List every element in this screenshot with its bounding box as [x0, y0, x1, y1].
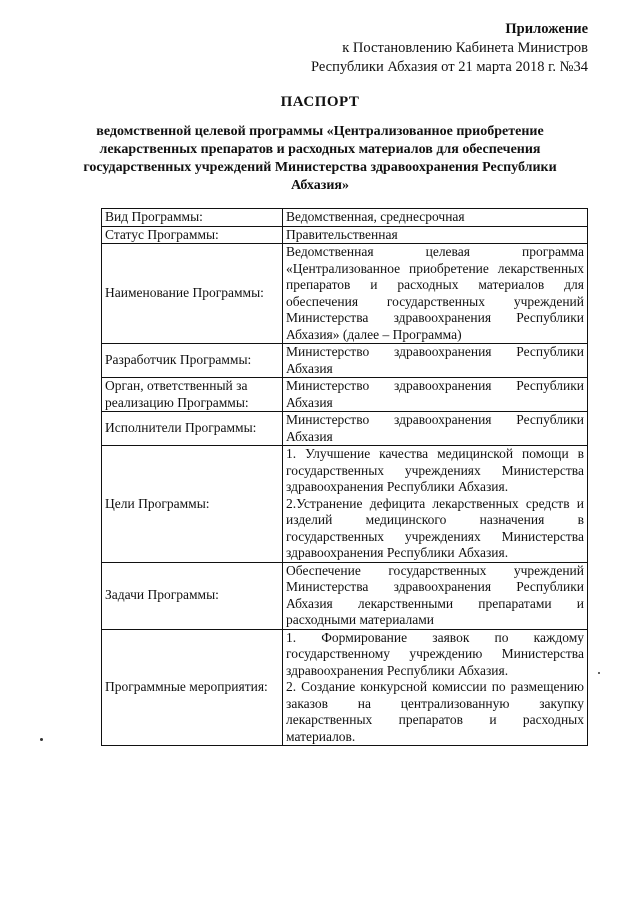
table-row: [102, 629, 588, 746]
row-value: [283, 344, 588, 378]
row-value: [283, 446, 588, 563]
passport-table: [101, 208, 588, 746]
row-value: [283, 209, 588, 227]
table-row: [102, 378, 588, 412]
row-label: Исполнители Программы:: [102, 412, 283, 446]
value-paragraph: 2. Создание конкурсной комиссии по размещению заказов на централизованную закупку лекарственных препаратов и расходных материалов.: [286, 679, 584, 744]
row-value: [283, 562, 588, 629]
document-title: ПАСПОРТ: [280, 94, 360, 110]
table-row: [102, 562, 588, 629]
row-value: [283, 226, 588, 244]
scan-speck: [598, 672, 600, 674]
row-label: Задачи Программы:: [102, 562, 283, 629]
table-row: [102, 226, 588, 244]
row-label: Вид Программы:: [102, 209, 283, 227]
value-paragraph: Ведомственная, среднесрочная: [286, 209, 465, 224]
row-label: Программные мероприятия:: [102, 629, 283, 746]
document-subtitle: ведомственной целевой программы «Централизованное приобретение лекарственных препаратов и расходных материалов для обеспечения государственных учреждений Министерства здравоохранения Республики Абхазия»: [83, 124, 557, 193]
value-paragraph: Правительственная: [286, 226, 398, 242]
appendix-resolution: к Постановлению Кабинета Министров: [342, 40, 588, 56]
row-value: [283, 629, 588, 746]
value-paragraph: Министерство здравоохранения Республики Абхазия: [286, 412, 584, 444]
table-row: [102, 209, 588, 227]
value-paragraph: Ведомственная целевая программа «Централизованное приобретение лекарственных препаратов и расходных материалов для обеспечения государственных учреждений Министерства здравоохранения Республики Абхазия» (далее – Программа): [286, 244, 584, 342]
row-label: Разработчик Программы:: [102, 344, 283, 378]
value-paragraph: Министерство здравоохранения Республики Абхазия: [286, 344, 584, 376]
value-paragraph: 1. Формирование заявок по каждому государственному учреждению Министерства здравоохранения Республики Абхазия.: [286, 629, 584, 678]
row-label: Цели Программы:: [102, 446, 283, 563]
row-value: [283, 412, 588, 446]
appendix-date-number: Республики Абхазия от 21 марта 2018 г. №34: [310, 59, 588, 75]
row-label: Наименование Программы:: [102, 244, 283, 344]
table-row: [102, 344, 588, 378]
appendix-label: Приложение: [505, 21, 588, 37]
value-paragraph: Обеспечение государственных учреждений Министерства здравоохранения Республики Абхазия лекарственными препаратами и расходными материалами: [286, 562, 584, 627]
value-paragraph: 1. Улучшение качества медицинской помощи в государственных учреждениях Министерства здравоохранения Республики Абхазия.: [286, 446, 584, 494]
row-label: Статус Программы:: [102, 226, 283, 244]
scan-speck: [40, 738, 43, 741]
table-row: [102, 412, 588, 446]
row-value: [283, 378, 588, 412]
row-value: [283, 244, 588, 344]
value-paragraph: 2.Устранение дефицита лекарственных средств и изделий медицинского назначения в государственных учреждениях Министерства здравоохранения Республики Абхазия.: [286, 495, 584, 560]
value-paragraph: Министерство здравоохранения Республики Абхазия: [286, 378, 584, 410]
table-row: [102, 446, 588, 563]
appendix-header: [311, 20, 588, 77]
table-row: [102, 244, 588, 344]
row-label: Орган, ответственный за реализацию Программы:: [102, 378, 283, 412]
